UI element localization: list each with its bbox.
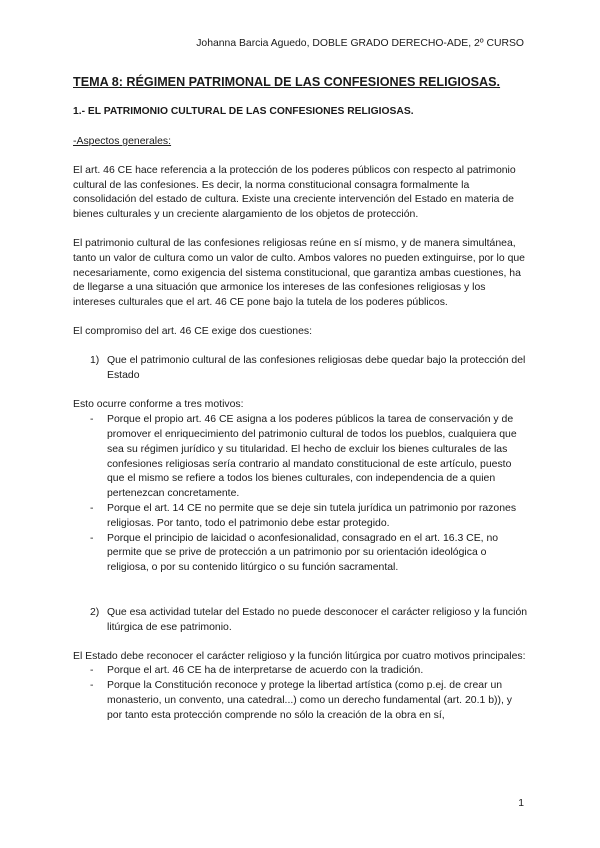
- item-number: 1): [90, 354, 100, 366]
- list-item-text: Porque la Constitución reconoce y protege la libertad artística (como p.ej. de crear un monasterio, un convento, una catedral...) como un derecho fundamental (art. 20.1 b)), y por tanto esta protección comprende no sólo la creación de la obra en sí,: [107, 680, 512, 721]
- list-item-text: Porque el art. 14 CE no permite que se deje sin tutela jurídica un patrimonio por razones religiosas. Por tanto, todo el patrimonio debe estar protegido.: [107, 502, 517, 529]
- page-number: 1: [518, 798, 524, 809]
- list-dash: -: [90, 502, 94, 514]
- list-item-text: Porque el propio art. 46 CE asigna a los poderes públicos la tarea de conservación y de promover el enriquecimiento del patrimonio cultural de todos los pueblos, cualquiera que sea su régimen jurídico y su titularidad. El hecho de excluir los bienes culturales de las confesiones religiosas sería contrario al mandato constitucional de este artículo, puesto que el mismo se refiere a todos los bienes culturales, con independencia de a quien pertenezcan concretamente.: [107, 414, 517, 500]
- paragraph: El art. 46 CE hace referencia a la protección de los poderes públicos con respecto al patrimonio cultural de las confesiones. Es decir, la norma constitucional consagra formalmente la consolidación del estado de cultura. Existe una creciente intervención del Estado en materia de bienes culturales y un creciente alargamiento de los objetos de protección.: [73, 164, 516, 221]
- item-text: Que el patrimonio cultural de las confesiones religiosas debe quedar bajo la protección del Estado: [107, 354, 526, 381]
- numbered-item: [73, 606, 528, 636]
- numbered-item: [73, 354, 528, 384]
- paragraph: El Estado debe reconocer el carácter religioso y la función litúrgica por cuatro motivos principales:: [73, 650, 526, 662]
- page-header: Johanna Barcia Aguedo, DOBLE GRADO DERECHO-ADE, 2º CURSO: [196, 38, 524, 49]
- paragraph: El compromiso del art. 46 CE exige dos cuestiones:: [73, 325, 313, 337]
- paragraph: Esto ocurre conforme a tres motivos:: [73, 399, 244, 411]
- subheading: -Aspectos generales:: [73, 136, 172, 147]
- list-item: [73, 502, 528, 532]
- list-item-text: Porque el principio de laicidad o aconfesionalidad, consagrado en el art. 16.3 CE, no permite que se prive de protección a un patrimonio por su orientación ideológica o religiosa, o por su contenido litúrgico o su función sacramental.: [107, 532, 499, 574]
- list-item: [73, 679, 528, 723]
- list-dash: -: [90, 665, 94, 677]
- list-item-text: Porque el art. 46 CE ha de interpretarse de acuerdo con la tradición.: [107, 665, 424, 677]
- item-text: Que esa actividad tutelar del Estado no puede desconocer el carácter religioso y la función litúrgica de ese patrimonio.: [107, 606, 528, 633]
- item-number: 2): [90, 606, 100, 618]
- list-item: [73, 664, 528, 679]
- section-heading: 1.- EL PATRIMONIO CULTURAL DE LAS CONFESIONES RELIGIOSAS.: [73, 106, 414, 117]
- document-body: [73, 74, 528, 724]
- list-item: [73, 413, 528, 502]
- document-title: TEMA 8: RÉGIMEN PATRIMONAL DE LAS CONFESIONES RELIGIOSAS.: [73, 75, 501, 89]
- reasons-list: [73, 664, 528, 723]
- list-dash: -: [90, 532, 94, 544]
- list-item: [73, 532, 528, 576]
- list-dash: -: [90, 414, 94, 426]
- paragraph: El patrimonio cultural de las confesiones religiosas reúne en sí mismo, y de manera simultánea, tanto un valor de cultura como un valor de culto. Ambos valores no pueden extinguirse, por lo que necesariamente, como exigencia del sistema constitucional, que garantiza ambas cuestiones, ha de llegarse a una situación que armonice los intereses de las confesiones religiosas y los intereses culturales que el art. 46 CE pone bajo la tutela de los poderes públicos.: [73, 237, 525, 309]
- list-dash: -: [90, 680, 94, 692]
- motives-list: [73, 413, 528, 576]
